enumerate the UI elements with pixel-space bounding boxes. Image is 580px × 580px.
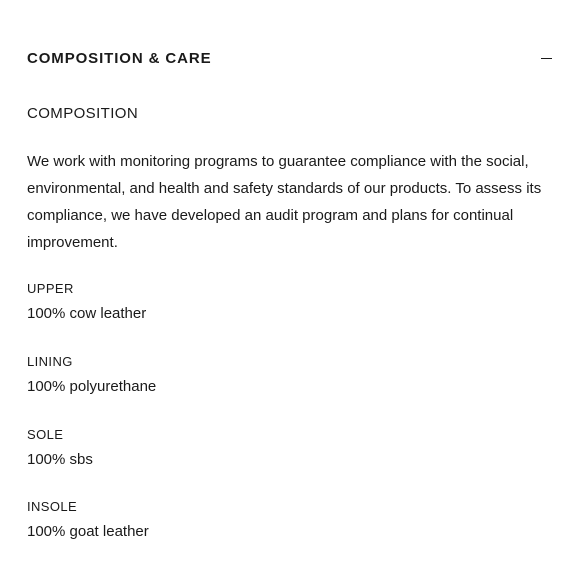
composition-part-upper	[27, 280, 553, 324]
composition-care-panel	[27, 0, 553, 580]
part-label: UPPER	[27, 281, 74, 296]
part-label: LINING	[27, 354, 73, 369]
section-title: COMPOSITION	[27, 105, 139, 122]
composition-part-insole	[27, 498, 553, 542]
part-label: INSOLE	[27, 499, 78, 514]
accordion-title: COMPOSITION & CARE	[27, 50, 212, 67]
part-label: SOLE	[27, 427, 64, 442]
part-value: 100% polyurethane	[27, 378, 157, 395]
part-value: 100% goat leather	[27, 523, 149, 540]
composition-part-sole	[27, 426, 553, 470]
minus-icon	[541, 58, 552, 59]
composition-part-lining	[27, 353, 553, 397]
composition-description: We work with monitoring programs to guarantee compliance with the social, environmental, and health and safety standards of our products. To assess its compliance, we have developed an audit program and plans for continual improvement.	[27, 153, 542, 251]
collapse-button[interactable]	[537, 48, 553, 70]
part-value: 100% cow leather	[27, 305, 147, 322]
accordion-header[interactable]	[27, 48, 553, 70]
part-value: 100% sbs	[27, 451, 93, 468]
